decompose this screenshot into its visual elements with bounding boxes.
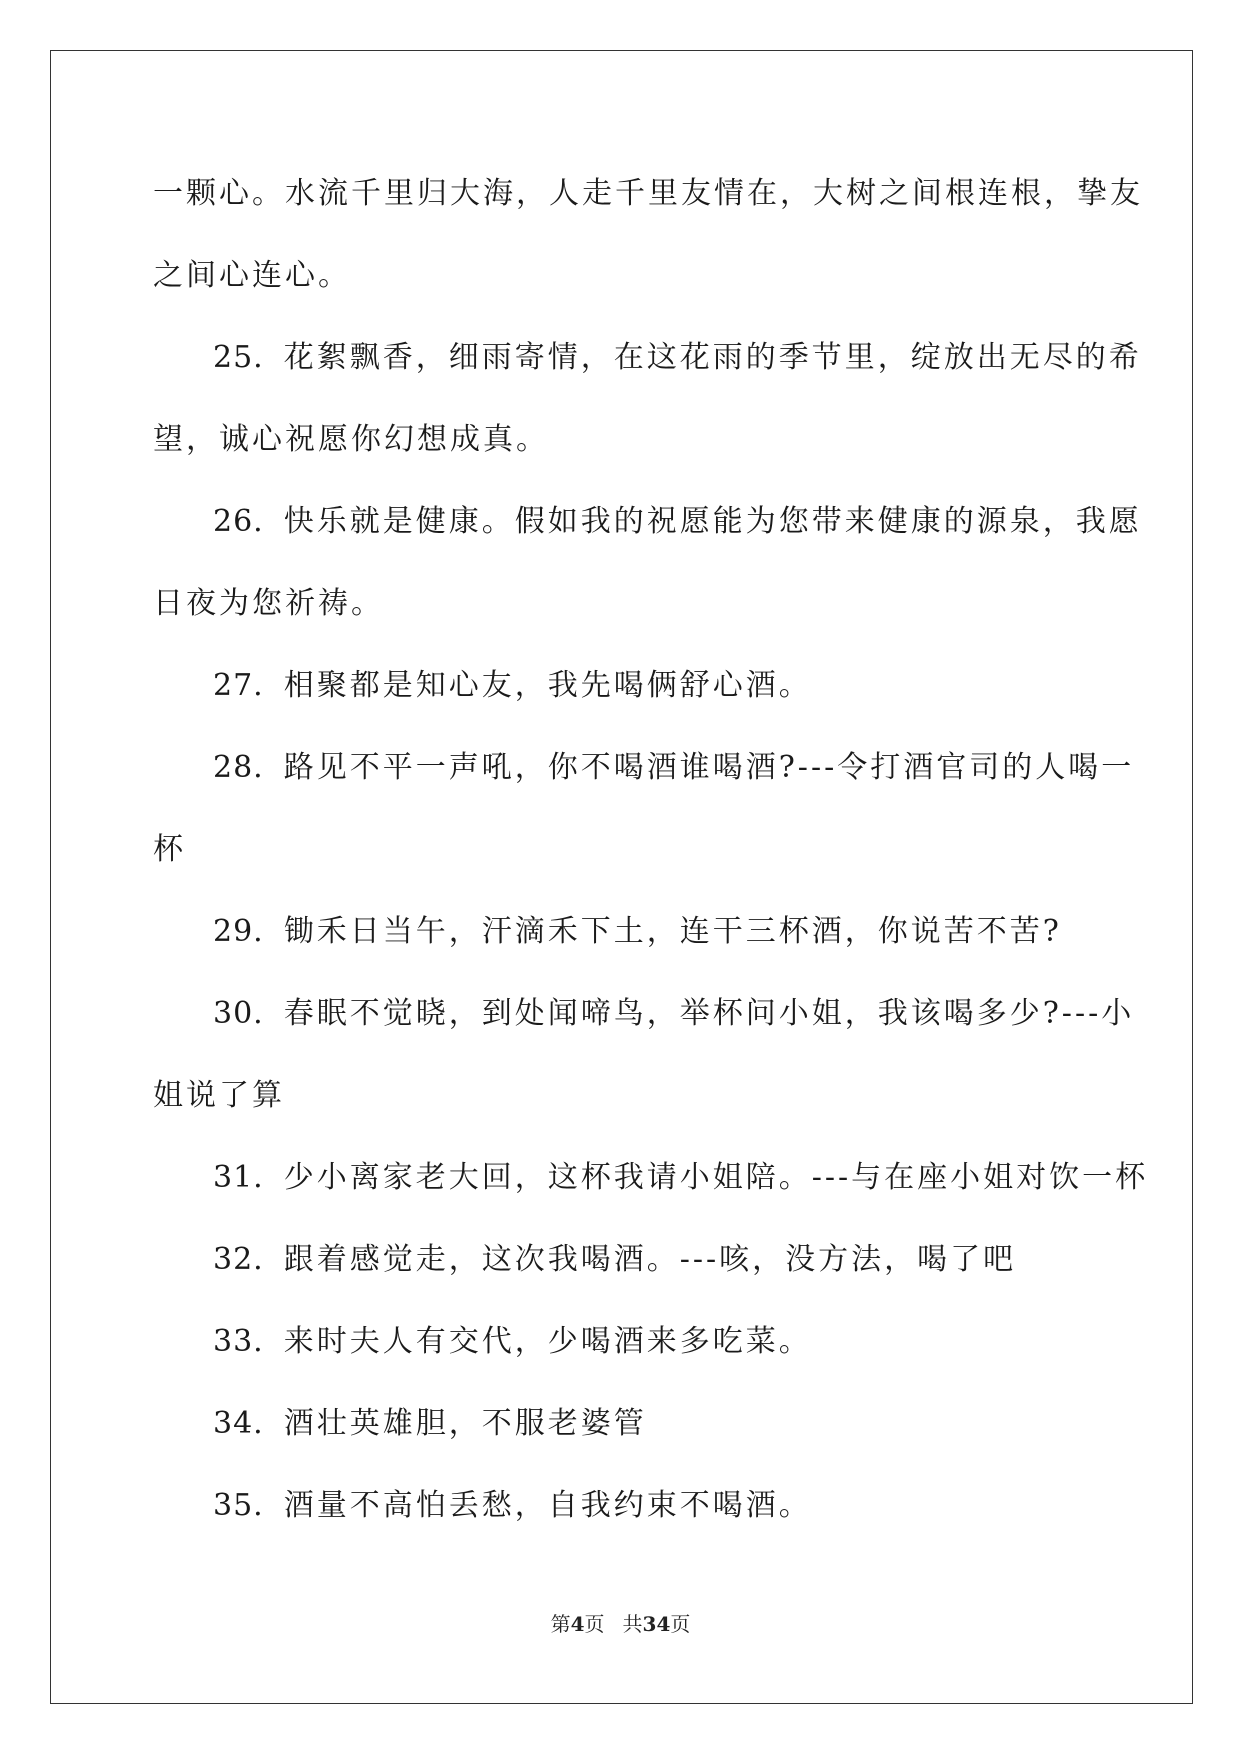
- line-text: 望，诚心祝愿你幻想成真。: [153, 422, 549, 457]
- page-prefix: 第: [550, 1612, 571, 1636]
- line-text: 跟着感觉走，这次我喝酒。---咳，没方法，喝了吧: [283, 1242, 1017, 1277]
- line-text: 酒壮英雄胆，不服老婆管: [283, 1406, 647, 1441]
- list-item-30: [153, 984, 1135, 1066]
- line-text: 杯: [153, 832, 186, 867]
- text-line: [153, 820, 1093, 902]
- line-text: 相聚都是知心友，我先喝俩舒心酒。: [283, 668, 812, 703]
- item-number: 26.: [213, 504, 264, 539]
- page-footer: [0, 1608, 1241, 1637]
- item-number: 32.: [213, 1242, 264, 1277]
- line-text: 少小离家老大回，这杯我请小姐陪。---与在座小姐对饮一杯: [283, 1160, 1149, 1195]
- item-number: 34.: [213, 1406, 264, 1441]
- line-text: 日夜为您祈祷。: [153, 586, 384, 621]
- text-line: [153, 164, 1143, 246]
- line-text: 一颗心。水流千里归大海，人走千里友情在，大树之间根连根，挚友: [153, 176, 1143, 211]
- list-item-28: [153, 738, 1135, 820]
- line-text: 春眠不觉晓，到处闻啼鸟，举杯问小姐，我该喝多少?---小: [283, 996, 1135, 1031]
- line-text: 酒量不高怕丢愁，自我约束不喝酒。: [283, 1488, 812, 1523]
- text-line: [153, 1066, 1093, 1148]
- item-number: 25.: [213, 340, 264, 375]
- item-number: 27.: [213, 668, 264, 703]
- list-item-27: [153, 656, 1093, 738]
- line-text: 姐说了算: [153, 1078, 285, 1113]
- list-item-29: [153, 902, 1093, 984]
- item-number: 28.: [213, 750, 264, 785]
- text-line: [153, 574, 1093, 656]
- list-item-35: [153, 1476, 1093, 1558]
- list-item-25: [153, 328, 1142, 410]
- line-text: 之间心连心。: [153, 258, 351, 293]
- list-item-33: [153, 1312, 1093, 1394]
- line-text: 路见不平一声吼，你不喝酒谁喝酒?---令打酒官司的人喝一: [283, 750, 1135, 785]
- line-text: 快乐就是健康。假如我的祝愿能为您带来健康的源泉，我愿: [283, 504, 1142, 539]
- item-number: 30.: [213, 996, 264, 1031]
- page-number: 4: [570, 1612, 585, 1636]
- list-item-32: [153, 1230, 1093, 1312]
- total-suffix: 页: [670, 1612, 691, 1636]
- line-text: 锄禾日当午，汗滴禾下土，连干三杯酒，你说苦不苦?: [283, 914, 1062, 949]
- total-prefix: 共: [622, 1612, 643, 1636]
- list-item-31: [153, 1148, 1149, 1230]
- page-suffix: 页: [584, 1612, 605, 1636]
- total-pages: 34: [642, 1612, 671, 1636]
- text-line: [153, 410, 1093, 492]
- text-line: [153, 246, 1093, 328]
- document-body: [153, 164, 1149, 1558]
- item-number: 33.: [213, 1324, 264, 1359]
- item-number: 35.: [213, 1488, 264, 1523]
- item-number: 29.: [213, 914, 264, 949]
- line-text: 来时夫人有交代，少喝酒来多吃菜。: [283, 1324, 812, 1359]
- item-number: 31.: [213, 1160, 264, 1195]
- list-item-34: [153, 1394, 1093, 1476]
- line-text: 花絮飘香，细雨寄情，在这花雨的季节里，绽放出无尽的希: [283, 340, 1142, 375]
- list-item-26: [153, 492, 1142, 574]
